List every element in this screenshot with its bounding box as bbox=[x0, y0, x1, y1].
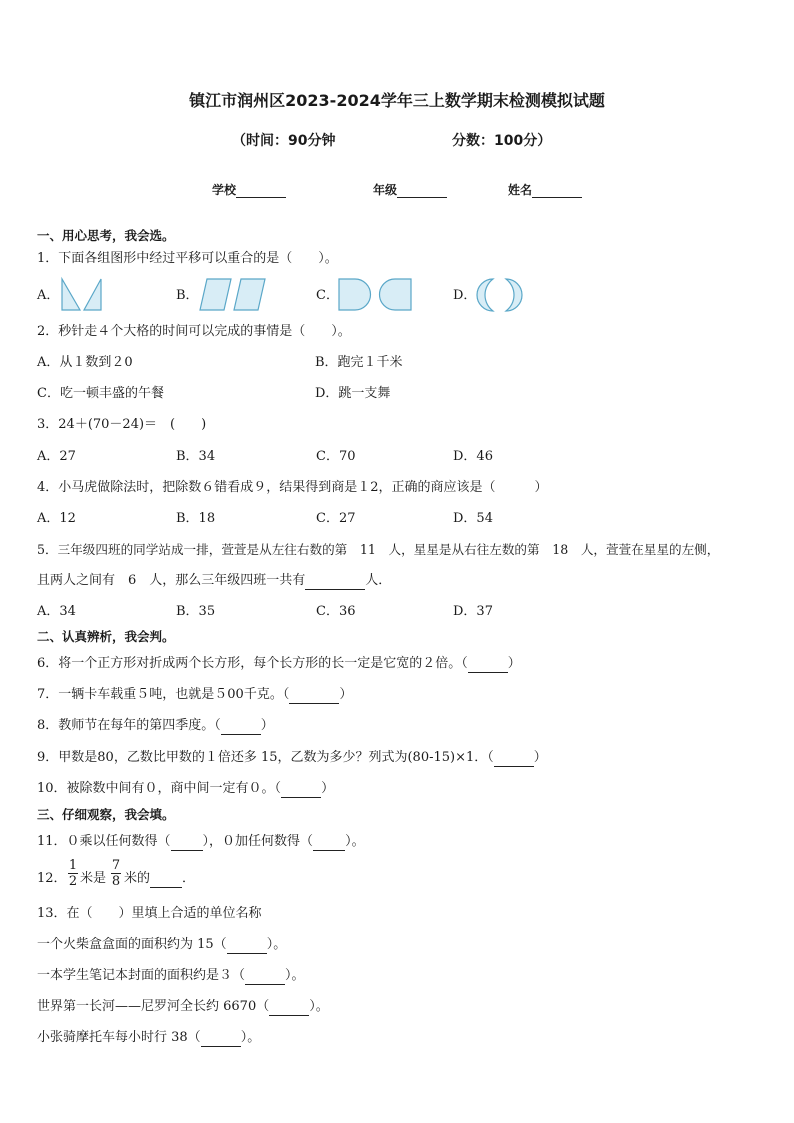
section-heading: 一、用心思考，我会选。 bbox=[37, 228, 175, 243]
q5-option-b[interactable]: B．35 bbox=[176, 604, 216, 619]
section-heading: 三、仔细观察，我会填。 bbox=[37, 807, 175, 822]
q10-text: 10．被除数中间有０，商中间一定有０。 bbox=[37, 781, 275, 796]
q11-text-c: ）。 bbox=[345, 834, 365, 849]
grade-field[interactable] bbox=[373, 181, 447, 198]
paren-right: ） bbox=[260, 718, 274, 733]
question-11 bbox=[37, 833, 365, 851]
option-d-label[interactable]: D． bbox=[453, 288, 477, 303]
question-5-line-1: 5．三年级四班的同学站成一排，萱萱是从左往右数的第 11 人，星星是从右往左数的第 18 人，萱萱在星星的左侧， bbox=[37, 542, 720, 557]
paren-right: ） bbox=[321, 781, 335, 796]
question-6 bbox=[37, 655, 521, 673]
q12-suffix bbox=[124, 870, 195, 888]
q8-answer-blank[interactable] bbox=[221, 721, 261, 735]
close-paren: ）。 bbox=[285, 968, 305, 983]
q5-option-c[interactable]: C．36 bbox=[316, 604, 356, 619]
fraction-numerator: 1 bbox=[68, 858, 78, 873]
q5-line2-pre: 且两人之间有 6 人，那么三年级四班一共有 bbox=[37, 573, 306, 588]
grade-blank[interactable] bbox=[397, 184, 447, 198]
fraction-denominator: 2 bbox=[68, 874, 78, 889]
q7-text: 7．一辆卡车载重５吨，也就是５00千克。 bbox=[37, 687, 283, 702]
q3-option-b[interactable]: B．34 bbox=[176, 449, 216, 464]
q2-option-d[interactable]: D．跳一支舞 bbox=[315, 386, 391, 401]
q5-option-d[interactable]: D．37 bbox=[453, 604, 493, 619]
shape-option-c bbox=[337, 278, 413, 312]
q13-item-1-text: 一个火柴盒盒面的面积约为 15（ bbox=[37, 937, 227, 952]
name-field[interactable] bbox=[508, 181, 582, 198]
shape-option-d bbox=[475, 278, 525, 312]
q4-option-b[interactable]: B．18 bbox=[176, 511, 216, 526]
q11-text-b: ），０加任何数得（ bbox=[202, 834, 314, 849]
q13-blank-2[interactable] bbox=[245, 971, 285, 985]
paren-right: ） bbox=[507, 656, 521, 671]
school-field[interactable] bbox=[212, 181, 286, 198]
q13-item-3 bbox=[37, 998, 329, 1016]
q13-item-2 bbox=[37, 967, 305, 985]
fraction-one-half bbox=[68, 858, 78, 889]
q12-post-text: 米的 bbox=[124, 871, 151, 886]
q7-answer-blank[interactable] bbox=[289, 690, 339, 704]
question-10 bbox=[37, 780, 334, 798]
q13-blank-1[interactable] bbox=[227, 940, 267, 954]
name-blank[interactable] bbox=[532, 184, 582, 198]
q13-item-2-text: 一本学生笔记本封面的面积约是３（ bbox=[37, 968, 246, 983]
q4-option-c[interactable]: C．27 bbox=[316, 511, 356, 526]
q13-blank-4[interactable] bbox=[201, 1033, 241, 1047]
q8-text: 8．教师节在每年的第四季度。 bbox=[37, 718, 215, 733]
time-info: （时间：90分钟 bbox=[232, 133, 336, 149]
close-paren: ）。 bbox=[266, 937, 287, 952]
q11-blank-2[interactable] bbox=[313, 837, 345, 851]
q13-item-4-text: 小张骑摩托车每小时行 38（ bbox=[37, 1030, 201, 1045]
question-2-stem: 2．秒针走４个大格的时间可以完成的事情是（ ）。 bbox=[37, 324, 351, 339]
q6-text: 6．将一个正方形对折成两个长方形，每个长方形的长一定是它宽的２倍。 bbox=[37, 656, 462, 671]
question-3-stem: 3．24＋(70－24)＝ ( ) bbox=[37, 417, 207, 432]
q3-option-a[interactable]: A．27 bbox=[37, 449, 76, 464]
paren-left: （ bbox=[282, 687, 290, 702]
q2-option-b[interactable]: B．跑完１千米 bbox=[315, 355, 403, 370]
q13-item-3-text: 世界第一长河——尼罗河全长约 6670（ bbox=[37, 999, 270, 1014]
q2-option-c[interactable]: C．吃一顿丰盛的午餐 bbox=[37, 386, 164, 401]
q2-option-a[interactable]: A．从１数到２0 bbox=[37, 355, 133, 370]
q11-text-a: 11．０乘以任何数得（ bbox=[37, 834, 171, 849]
q9-answer-blank[interactable] bbox=[494, 753, 534, 767]
name-label: 姓名 bbox=[508, 183, 533, 197]
paren-right: ） bbox=[339, 687, 353, 702]
fraction-numerator: 7 bbox=[111, 858, 121, 873]
q12-answer-blank[interactable] bbox=[150, 874, 182, 888]
question-9 bbox=[37, 749, 547, 767]
question-1-stem: 1．下面各组图形中经过平移可以重合的是（ ）。 bbox=[37, 251, 338, 266]
q11-blank-1[interactable] bbox=[171, 837, 203, 851]
q5-answer-blank[interactable] bbox=[305, 576, 365, 590]
q3-option-c[interactable]: C．70 bbox=[316, 449, 356, 464]
score-info: 分数：100分） bbox=[452, 133, 552, 149]
shape-option-b bbox=[199, 278, 269, 312]
question-13-stem: 13．在（ ）里填上合适的单位名称 bbox=[37, 906, 262, 921]
school-label: 学校 bbox=[212, 183, 237, 197]
q13-item-1 bbox=[37, 936, 286, 954]
q13-blank-3[interactable] bbox=[269, 1002, 309, 1016]
q5-option-a[interactable]: A．34 bbox=[37, 604, 76, 619]
q4-option-a[interactable]: A．12 bbox=[37, 511, 76, 526]
q5-line2-post: 人． bbox=[365, 573, 392, 588]
paren-right: ） bbox=[533, 750, 547, 765]
section-heading: 二、认真辨析，我会判。 bbox=[37, 629, 175, 644]
q3-option-d[interactable]: D．46 bbox=[453, 449, 493, 464]
q9-text: 9．甲数是80，乙数比甲数的１倍还多 15，乙数为多少？列式为(80-15)×1． bbox=[37, 750, 488, 765]
paren-left: （ bbox=[274, 781, 282, 796]
grade-label: 年级 bbox=[373, 183, 398, 197]
school-blank[interactable] bbox=[236, 184, 286, 198]
close-paren: ）。 bbox=[309, 999, 329, 1014]
q4-option-d[interactable]: D．54 bbox=[453, 511, 493, 526]
paren-left: （ bbox=[487, 750, 494, 765]
shape-option-a bbox=[60, 278, 104, 312]
fraction-seven-eighths bbox=[111, 858, 121, 889]
paren-left: （ bbox=[461, 656, 468, 671]
page-title: 镇江市润州区2023-2024学年三上数学期末检测模拟试题 bbox=[189, 91, 605, 110]
option-c-label[interactable]: C． bbox=[316, 288, 339, 303]
q6-answer-blank[interactable] bbox=[468, 659, 508, 673]
question-7 bbox=[37, 686, 352, 704]
question-8 bbox=[37, 717, 274, 735]
fraction-denominator: 8 bbox=[111, 874, 121, 889]
paren-left: （ bbox=[214, 718, 221, 733]
question-5-line-2 bbox=[37, 572, 391, 590]
question-4-stem: 4．小马虎做除法时，把除数６错看成９，结果得到商是１2，正确的商应该是（ ） bbox=[37, 480, 548, 495]
close-paren: ）。 bbox=[240, 1030, 261, 1045]
q13-item-4 bbox=[37, 1029, 260, 1047]
option-a-label[interactable]: A． bbox=[37, 288, 60, 303]
q12-prefix: 12． bbox=[37, 871, 67, 886]
q12-middle-text: 米是 bbox=[80, 871, 107, 886]
q10-answer-blank[interactable] bbox=[281, 784, 321, 798]
q12-end-period: ． bbox=[182, 871, 196, 886]
option-b-label[interactable]: B． bbox=[176, 288, 199, 303]
